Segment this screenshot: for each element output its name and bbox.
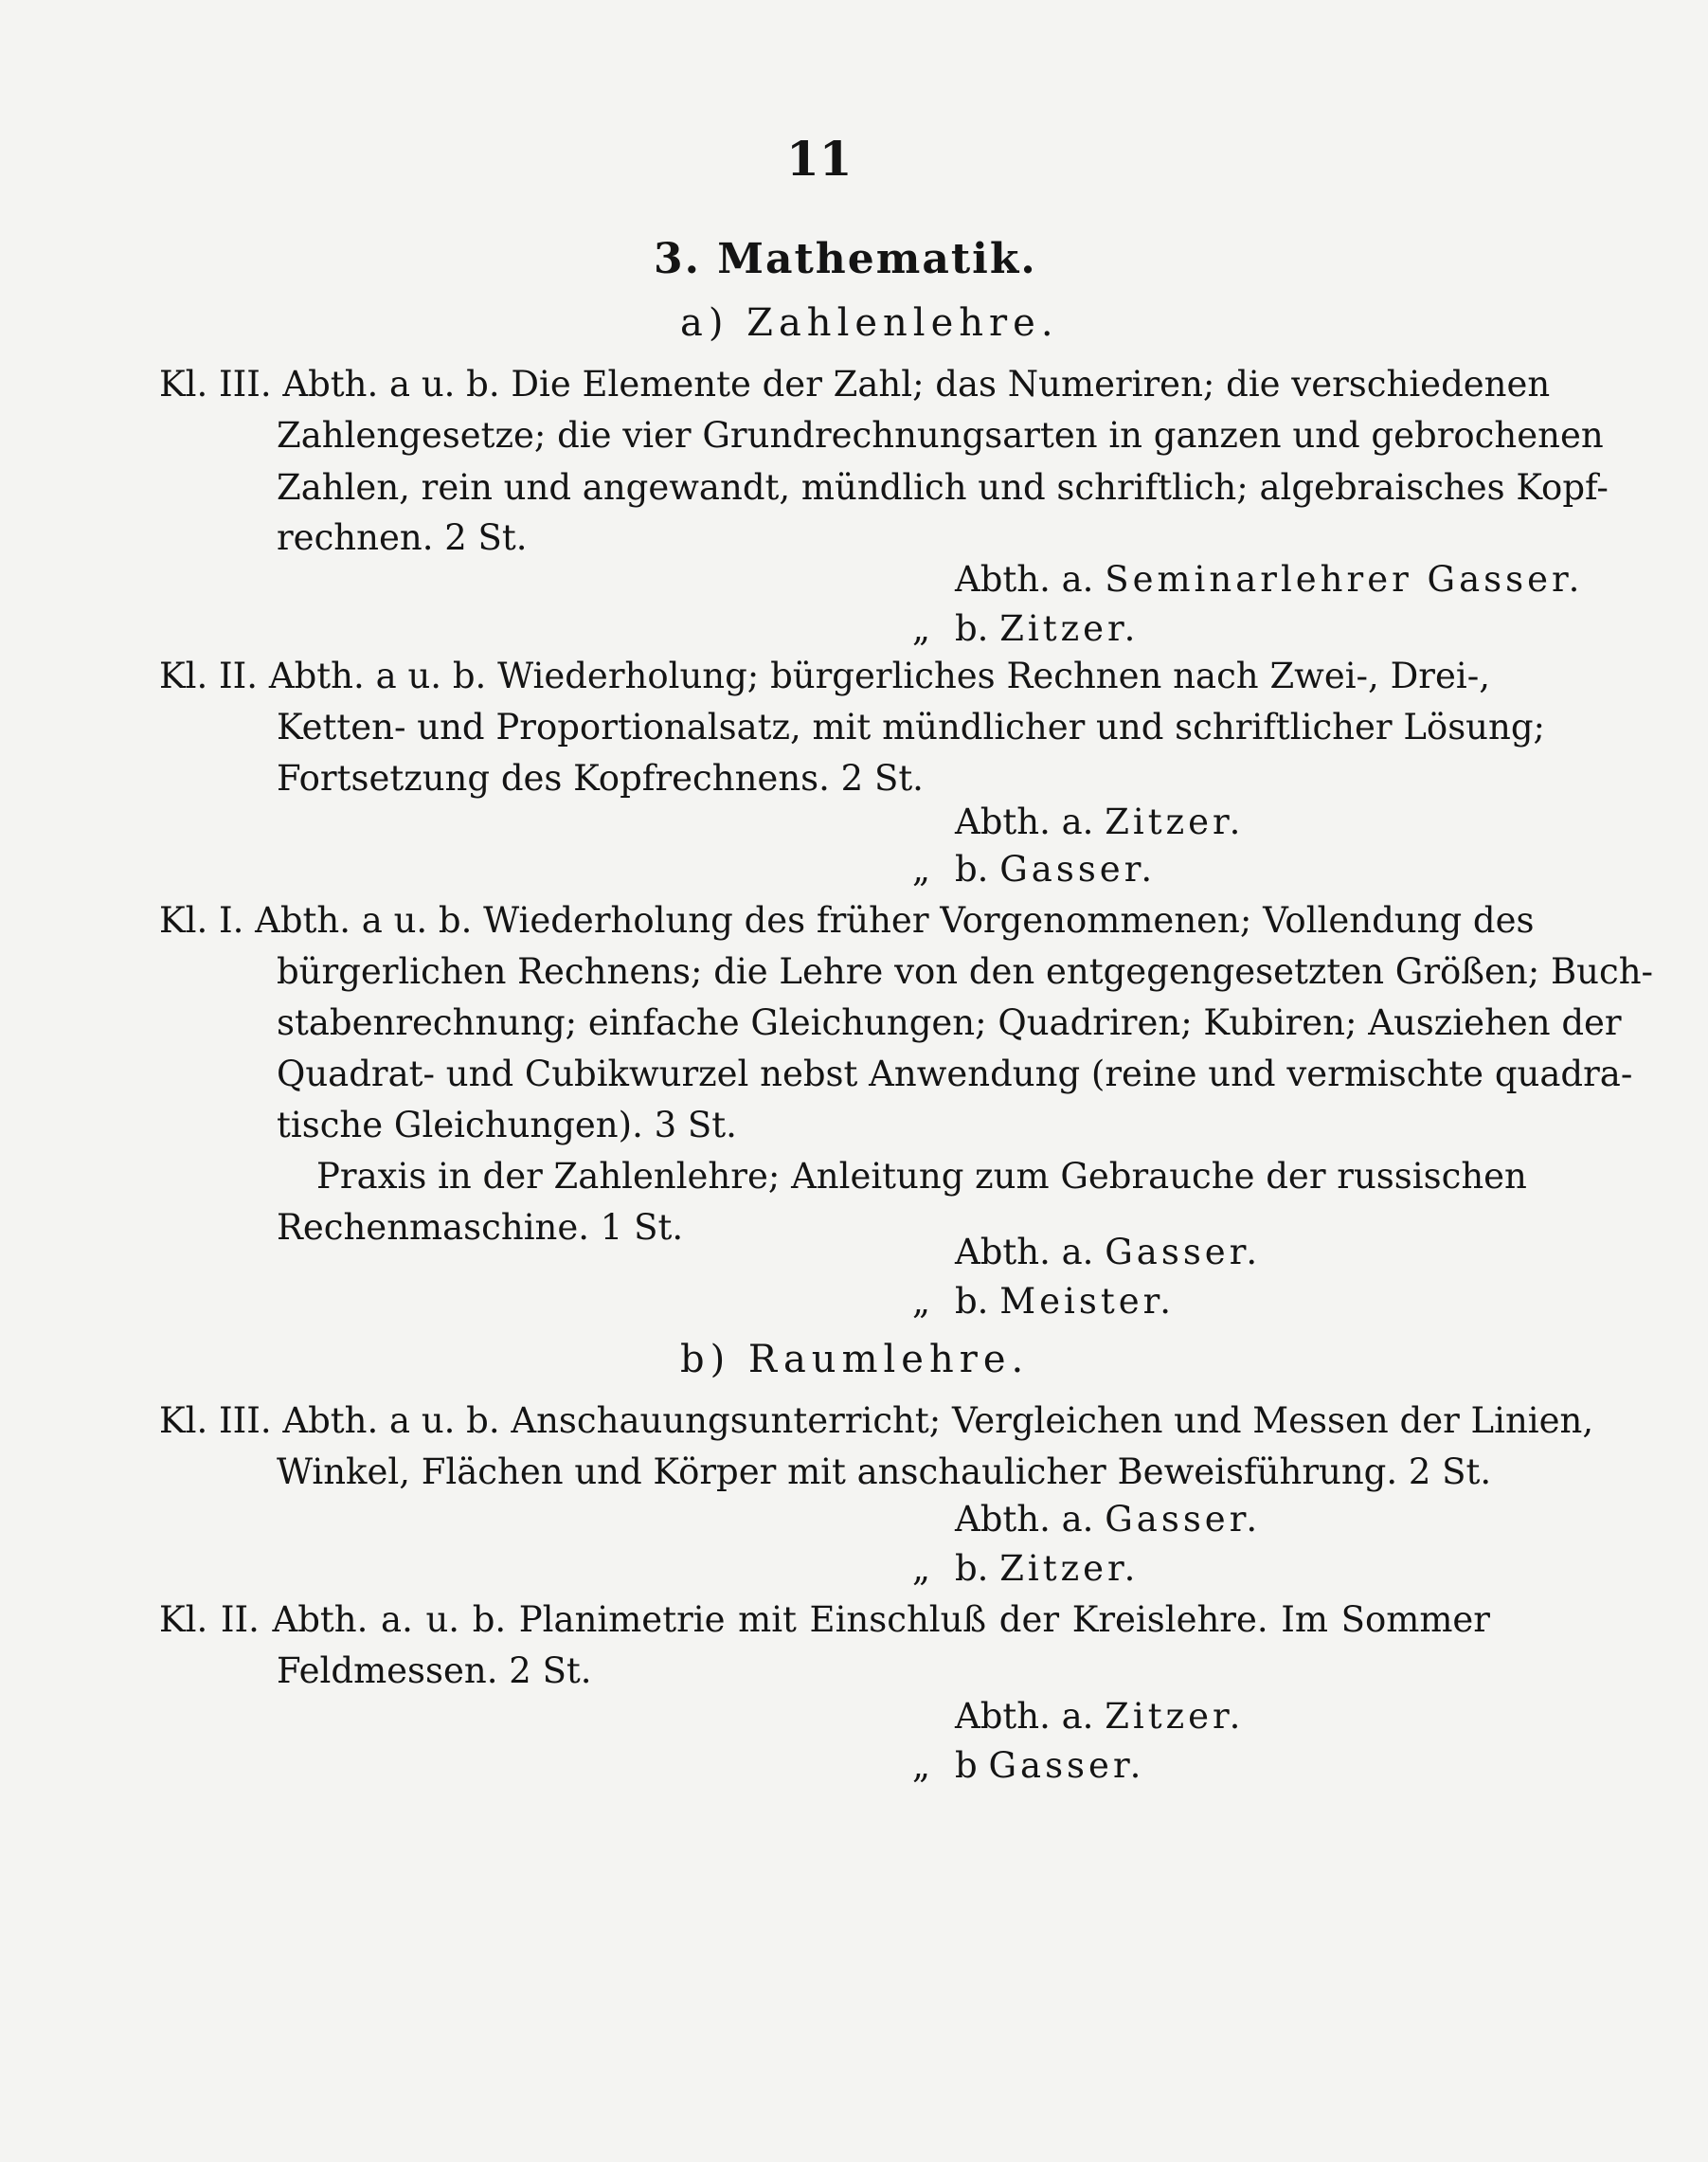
teacher-line — [864, 1232, 1261, 1272]
abteilung-label: Abth. a. — [955, 1232, 1094, 1272]
text-line: rechnen. 2 St. — [277, 517, 528, 558]
text-line: Rechenmaschine. 1 St. — [277, 1207, 684, 1248]
subsection-title-raumlehre: b) Raumlehre. — [680, 1338, 1030, 1381]
abteilung-label: Abth. a. — [955, 1696, 1094, 1737]
teacher-line — [864, 1281, 1175, 1322]
teacher-line — [864, 1548, 1139, 1589]
teacher-name: Zitzer. — [1105, 802, 1245, 842]
ditto-mark: „ — [911, 849, 930, 890]
teacher-name: Meister. — [999, 1281, 1175, 1322]
text-line: Ketten- und Proportionalsatz, mit mündlicher und schriftlicher Lösung; — [277, 707, 1545, 748]
teacher-line — [864, 608, 1139, 649]
page-number: 11 — [786, 131, 853, 187]
text-line: Praxis in der Zahlenlehre; Anleitung zum Gebrauche der russischen — [316, 1156, 1527, 1197]
teacher-name: Zitzer. — [999, 608, 1140, 649]
text-line: tische Gleichungen). 3 St. — [277, 1105, 737, 1145]
abteilung-label: b. — [955, 1281, 989, 1322]
text-line: Zahlengesetze; die vier Grundrechnungsarten in ganzen und gebrochenen — [277, 415, 1604, 456]
section-heading: 3. Mathematik. — [654, 235, 1037, 283]
text-line: Feldmessen. 2 St. — [277, 1650, 592, 1691]
ditto-mark: „ — [911, 608, 930, 649]
teacher-name: Zitzer. — [1105, 1696, 1245, 1737]
abteilung-label: b. — [955, 608, 989, 649]
ditto-mark: „ — [911, 1281, 930, 1322]
teacher-name: Zitzer. — [999, 1548, 1140, 1589]
teacher-name: Gasser. — [999, 849, 1157, 890]
abteilung-label: Abth. a. — [955, 1499, 1094, 1540]
text-line: Kl. III. Abth. a u. b. Die Elemente der Zahl; das Numeriren; die verschiedenen — [159, 364, 1551, 405]
abteilung-label: b. — [955, 1548, 989, 1589]
ditto-mark: „ — [911, 1548, 930, 1589]
text-line: Fortsetzung des Kopfrechnens. 2 St. — [277, 758, 924, 799]
text-line: Kl. II. Abth. a. u. b. Planimetrie mit Einschluß der Kreislehre. Im Sommer — [159, 1599, 1490, 1640]
text-line: bürgerlichen Rechnens; die Lehre von den entgegengesetzten Größen; Buch- — [277, 951, 1654, 992]
abteilung-label: b — [955, 1745, 978, 1786]
abteilung-label: Abth. a. — [955, 559, 1094, 600]
text-line: Kl. II. Abth. a u. b. Wiederholung; bürgerliches Rechnen nach Zwei-, Drei-, — [159, 656, 1490, 696]
teacher-line — [864, 1499, 1261, 1540]
teacher-line — [864, 1745, 1144, 1786]
abteilung-label: b. — [955, 849, 989, 890]
text-line: Zahlen, rein und angewandt, mündlich und schriftlich; algebraisches Kopf- — [277, 467, 1609, 508]
teacher-line — [864, 1696, 1244, 1737]
ditto-mark: „ — [911, 1745, 930, 1786]
text-line: Winkel, Flächen und Körper mit anschaulicher Beweisführung. 2 St. — [277, 1451, 1492, 1492]
teacher-line — [864, 849, 1156, 890]
subsection-title-zahlenlehre: a) Zahlenlehre. — [680, 301, 1059, 345]
text-line: Quadrat- und Cubikwurzel nebst Anwendung (reine und vermischte quadra- — [277, 1054, 1633, 1094]
teacher-line — [864, 559, 1583, 600]
text-line: stabenrechnung; einfache Gleichungen; Quadriren; Kubiren; Ausziehen der — [277, 1002, 1622, 1043]
teacher-line — [864, 802, 1244, 842]
teacher-name: Gasser. — [1105, 1232, 1262, 1272]
teacher-name: Gasser. — [1105, 1499, 1262, 1540]
teacher-name: Seminarlehrer Gasser. — [1105, 559, 1584, 600]
teacher-name: Gasser. — [988, 1745, 1145, 1786]
abteilung-label: Abth. a. — [955, 802, 1094, 842]
text-line: Kl. III. Abth. a u. b. Anschauungsunterricht; Vergleichen und Messen der Linien, — [159, 1400, 1594, 1441]
text-line: Kl. I. Abth. a u. b. Wiederholung des früher Vorgenommenen; Vollendung des — [159, 900, 1535, 941]
